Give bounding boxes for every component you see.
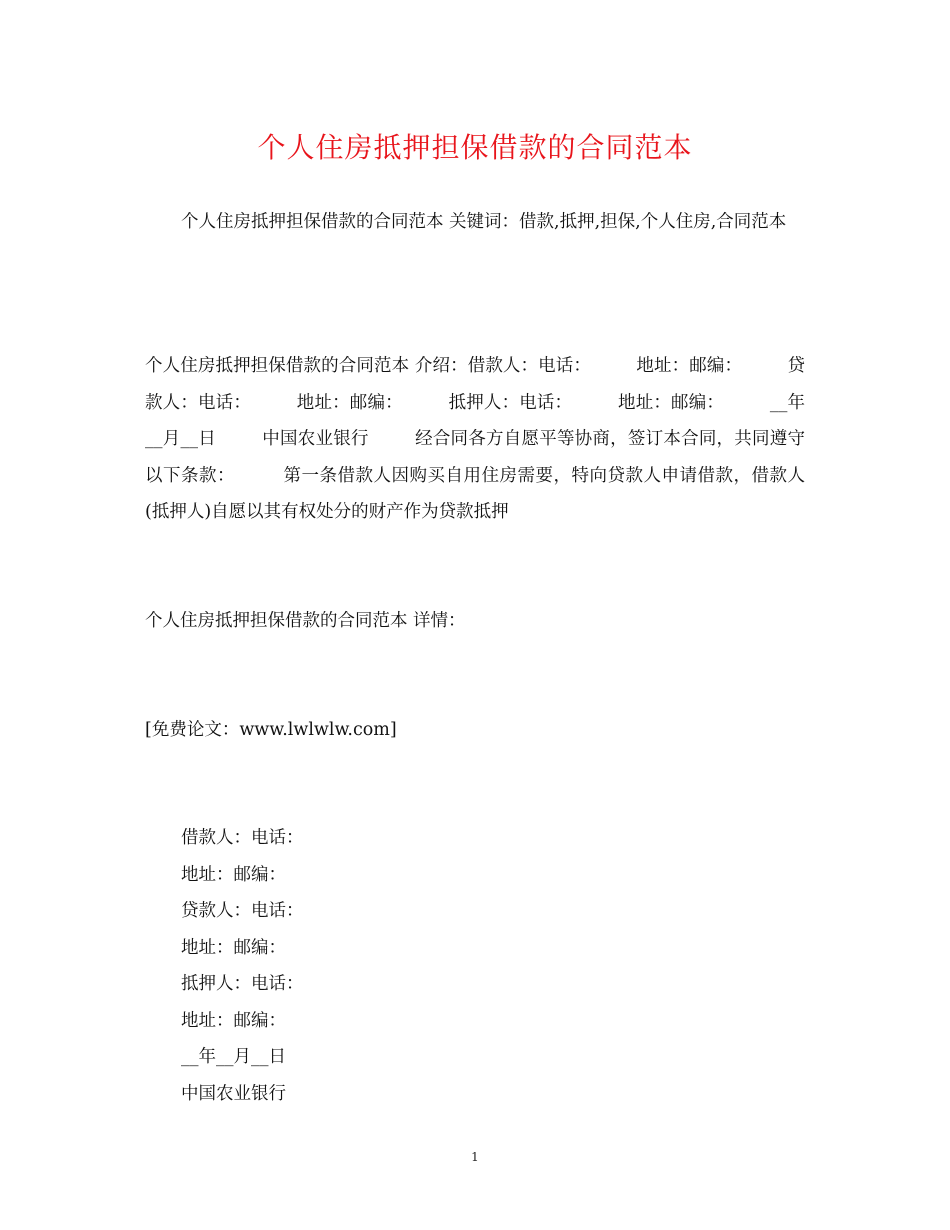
source-line: [免费论文：www.lwlwlw.com]	[145, 720, 397, 740]
party-line: 地址：邮编：	[181, 1010, 286, 1031]
party-line: 地址：邮编：	[181, 937, 286, 958]
party-info-list	[181, 820, 304, 1112]
page-number: 1	[471, 1150, 479, 1164]
intro-paragraph: 个人住房抵押担保借款的合同范本 介绍：借款人：电话： 地址：邮编： 贷款人：电话： 地址：邮编： 抵押人：电话： 地址：邮编： __年__月__日 中国农业银行 经合同各方自愿平等协商，签订本合同，共同遵守以下条款： 第一条借款人因购买自用住房需要，特向贷款人申请借款，借款人(抵押人)自愿以其有权处分的财产作为贷款抵押	[145, 356, 805, 522]
keywords-paragraph: 个人住房抵押担保借款的合同范本 关键词：借款,抵押,担保,个人住房,合同范本	[181, 212, 787, 232]
party-line: 借款人：电话：	[181, 828, 304, 848]
party-line: 地址：邮编：	[181, 864, 286, 885]
party-line: 抵押人：电话：	[181, 974, 304, 994]
document-title: 个人住房抵押担保借款的合同范本	[257, 131, 693, 164]
bank-name-line: 中国农业银行	[181, 1083, 286, 1104]
party-line: 贷款人：电话：	[181, 901, 304, 921]
date-line: __年__月__日	[181, 1047, 286, 1067]
detail-heading: 个人住房抵押担保借款的合同范本 详情：	[145, 611, 466, 631]
